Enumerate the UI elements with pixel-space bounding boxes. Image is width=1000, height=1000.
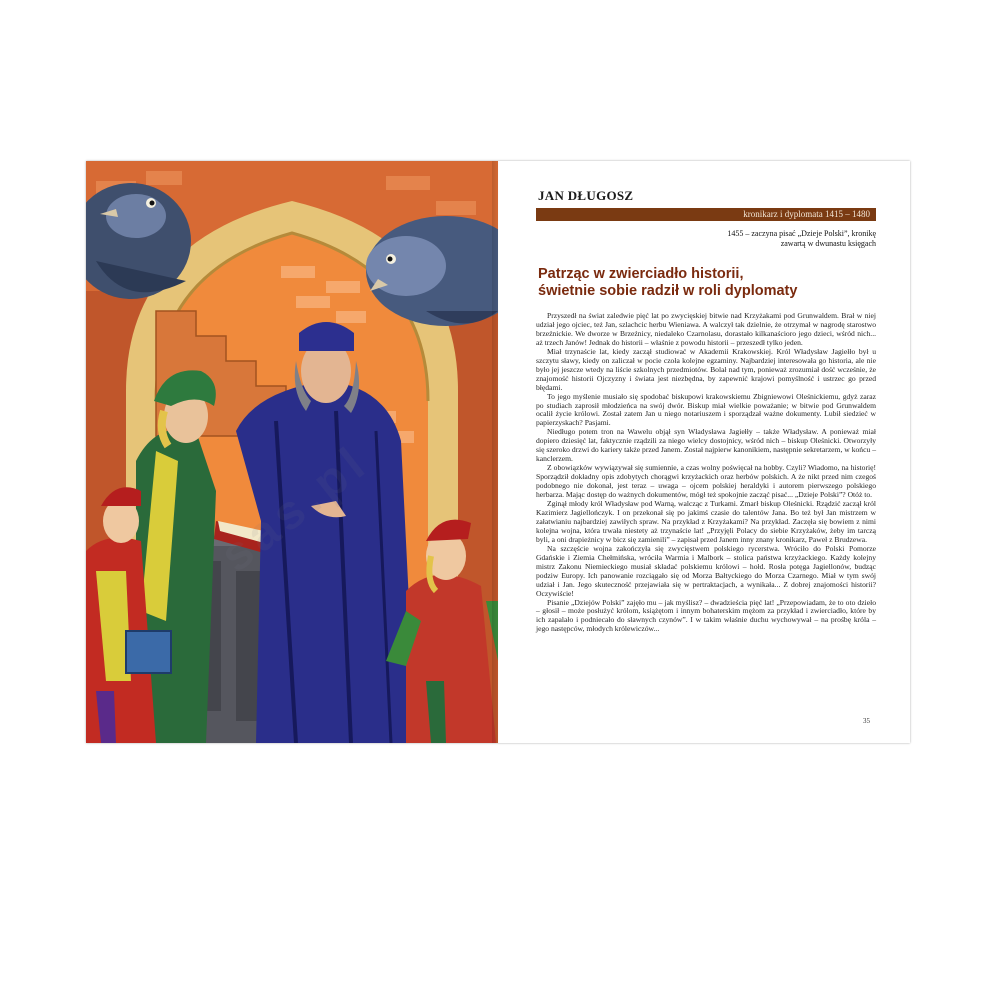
paragraph: Na szczęście wojna zakończyła się zwycięstwem polskiego rycerstwa. Wróciło do Polski Pomorze Gdańskie i Ziemia Chełmińska, wróciła Warmia i Malbork – stolica państwa krzyżackiego. Każdy kolejny mistrz Zakonu Niemieckiego musiał składać polskiemu królowi – hołd. Rosła potęga Jagiellonów, budząc podziw Europy. Ich panowanie rozciągało się od Morza Bałtyckiego do Morza Czarnego. Miał w tym swój udział i Jan. Jego skuteczność przejawiała się w pertraktacjach, a wynikała... Z dobrej znajomości historii? Oczywiście! bbox=[536, 543, 876, 598]
title-band bbox=[536, 208, 876, 221]
paragraph: Niedługo potem tron na Wawelu objął syn Władysława Jagiełły – także Władysław. A ponieważ miał dopiero dziesięć lat, faktycznie rządzili za niego wielcy dostojnicy, wśród nich – biskup Oleśnicki. Otworzyły się szeroko drzwi do kariery także przed Janem. Został najpierw kanonikiem, następnie sekretarzem, w końcu – kanclerzem. bbox=[536, 427, 876, 464]
body-text bbox=[536, 312, 876, 634]
paragraph: Miał trzynaście lat, kiedy zaczął studiować w Akademii Krakowskiej. Król Władysław Jagiełło był u szczytu sławy, kiedy on zaliczał w pocie czoła kolejne egzaminy. Najbardziej interesowała go historia, ale nie było jej jeszcze wtedy na liście szkolnych przedmiotów. Bolał nad tym, ponieważ zrozumiał dość wcześnie, że znajomość historii Ojczyzny i świata jest niezbędna, by zapewnić krajowi pomyślność i ustrzec go przed błędami. bbox=[536, 346, 876, 392]
chapter-heading-line-1: Patrząc w zwierciadło historii, bbox=[538, 266, 744, 282]
illustration-panel bbox=[86, 161, 498, 743]
band-subtitle: kronikarz i dyplomata 1415 – 1480 bbox=[743, 209, 870, 219]
paragraph: To jego myślenie musiało się spodobać biskupowi krakowskiemu Zbigniewowi Oleśnickiemu, gdyż zaraz po studiach zaprosił młodzieńca na swój dwór. Biskup miał wielkie poważanie; w bitwie pod Grunwaldem ocalił życie królowi. Został zatem Jan u niego notariuszem i sporządzał ważne dokumenty. Lubił siedzieć w papierzyskach? Pasjami. bbox=[536, 391, 876, 428]
text-page bbox=[498, 161, 910, 743]
illustration-jan-dlugosz bbox=[86, 161, 498, 743]
page-gutter bbox=[492, 161, 504, 743]
chapter-heading bbox=[538, 266, 858, 300]
page-title: JAN DŁUGOSZ bbox=[538, 188, 634, 203]
paragraph: Z obowiązków wywiązywał się sumiennie, a czas wolny poświęcał na hobby. Czyli? Wiadomo, na historię! Sporządził dokładny opis zdobytych chorągwi krzyżackich oraz herbów polskich. A że nikt przed nim czegoś podobnego nie dokonał, jest teraz – uwaga – ojcem polskiej heraldyki i autorem pierwszego polskiego herbarza. Mając dostęp do ważnych dokumentów, mógł też spokojnie zacząć pisać... „Dzieje Polski”? Otóż to. bbox=[536, 463, 876, 500]
paragraph: Pisanie „Dziejów Polski” zajęło mu – jak myślisz? – dwadzieścia pięć lat! „Przepowiadam, że to oto dzieło – głosił – może posłużyć królom, książętom i innym bohaterskim mężom za przykład i zwierciadło, które by ich zapalało i podniecało do sławnych czynów”. I w takim właśnie duchu wychowywał – na prośbę króla – jego następców, młodych królewiczów... bbox=[536, 597, 876, 634]
chapter-heading-line-2: świetnie sobie radził w roli dyplomaty bbox=[538, 283, 798, 299]
paragraph: Przyszedł na świat zaledwie pięć lat po zwycięskiej bitwie nad Krzyżakami pod Grunwaldem. Brał w niej udział jego ojciec, też Jan, szlachcic herbu Wieniawa. A walczył tak dzielnie, że otrzymał w nagrodę starostwo brzeźnickie. We dworze w Brzeźnicy, niedaleko Czarnolasu, dorastało kilkanaścioro jego dzieci, wśród nich... aż trzech Janów! Jednak do historii – właśnie z powodu historii – przeszedł tylko jeden. bbox=[536, 311, 876, 347]
book-spread bbox=[86, 161, 910, 743]
side-note-line-2: zawartą w dwunastu księgach bbox=[780, 239, 876, 248]
page-number: 35 bbox=[863, 717, 870, 725]
side-note-line-1: 1455 – zaczyna pisać „Dzieje Polski”, kronikę bbox=[727, 229, 876, 238]
paragraph: Zginął młody król Władysław pod Warną, walcząc z Turkami. Zmarł biskup Oleśnicki. Rządzić zaczął król Kazimierz Jagiellończyk. I on przekonał się po jakimś czasie do talentów Jana. Bo też był Jan mistrzem w załatwianiu najbardziej zawiłych spraw. Na przykład z Krzyżakami? Na przykład. Zaczęła się bowiem z nimi kolejna wojna, która trwała niestety aż trzynaście lat! „Przyjęli Polacy do siebie Krzyżaków, żeby im tarczą byli, a oni drapieżnicy w bicz się zamienili” – zapisał przed Janem inny znany kronikarz, Paweł z Brudzewa. bbox=[536, 499, 876, 544]
side-note bbox=[646, 229, 876, 249]
